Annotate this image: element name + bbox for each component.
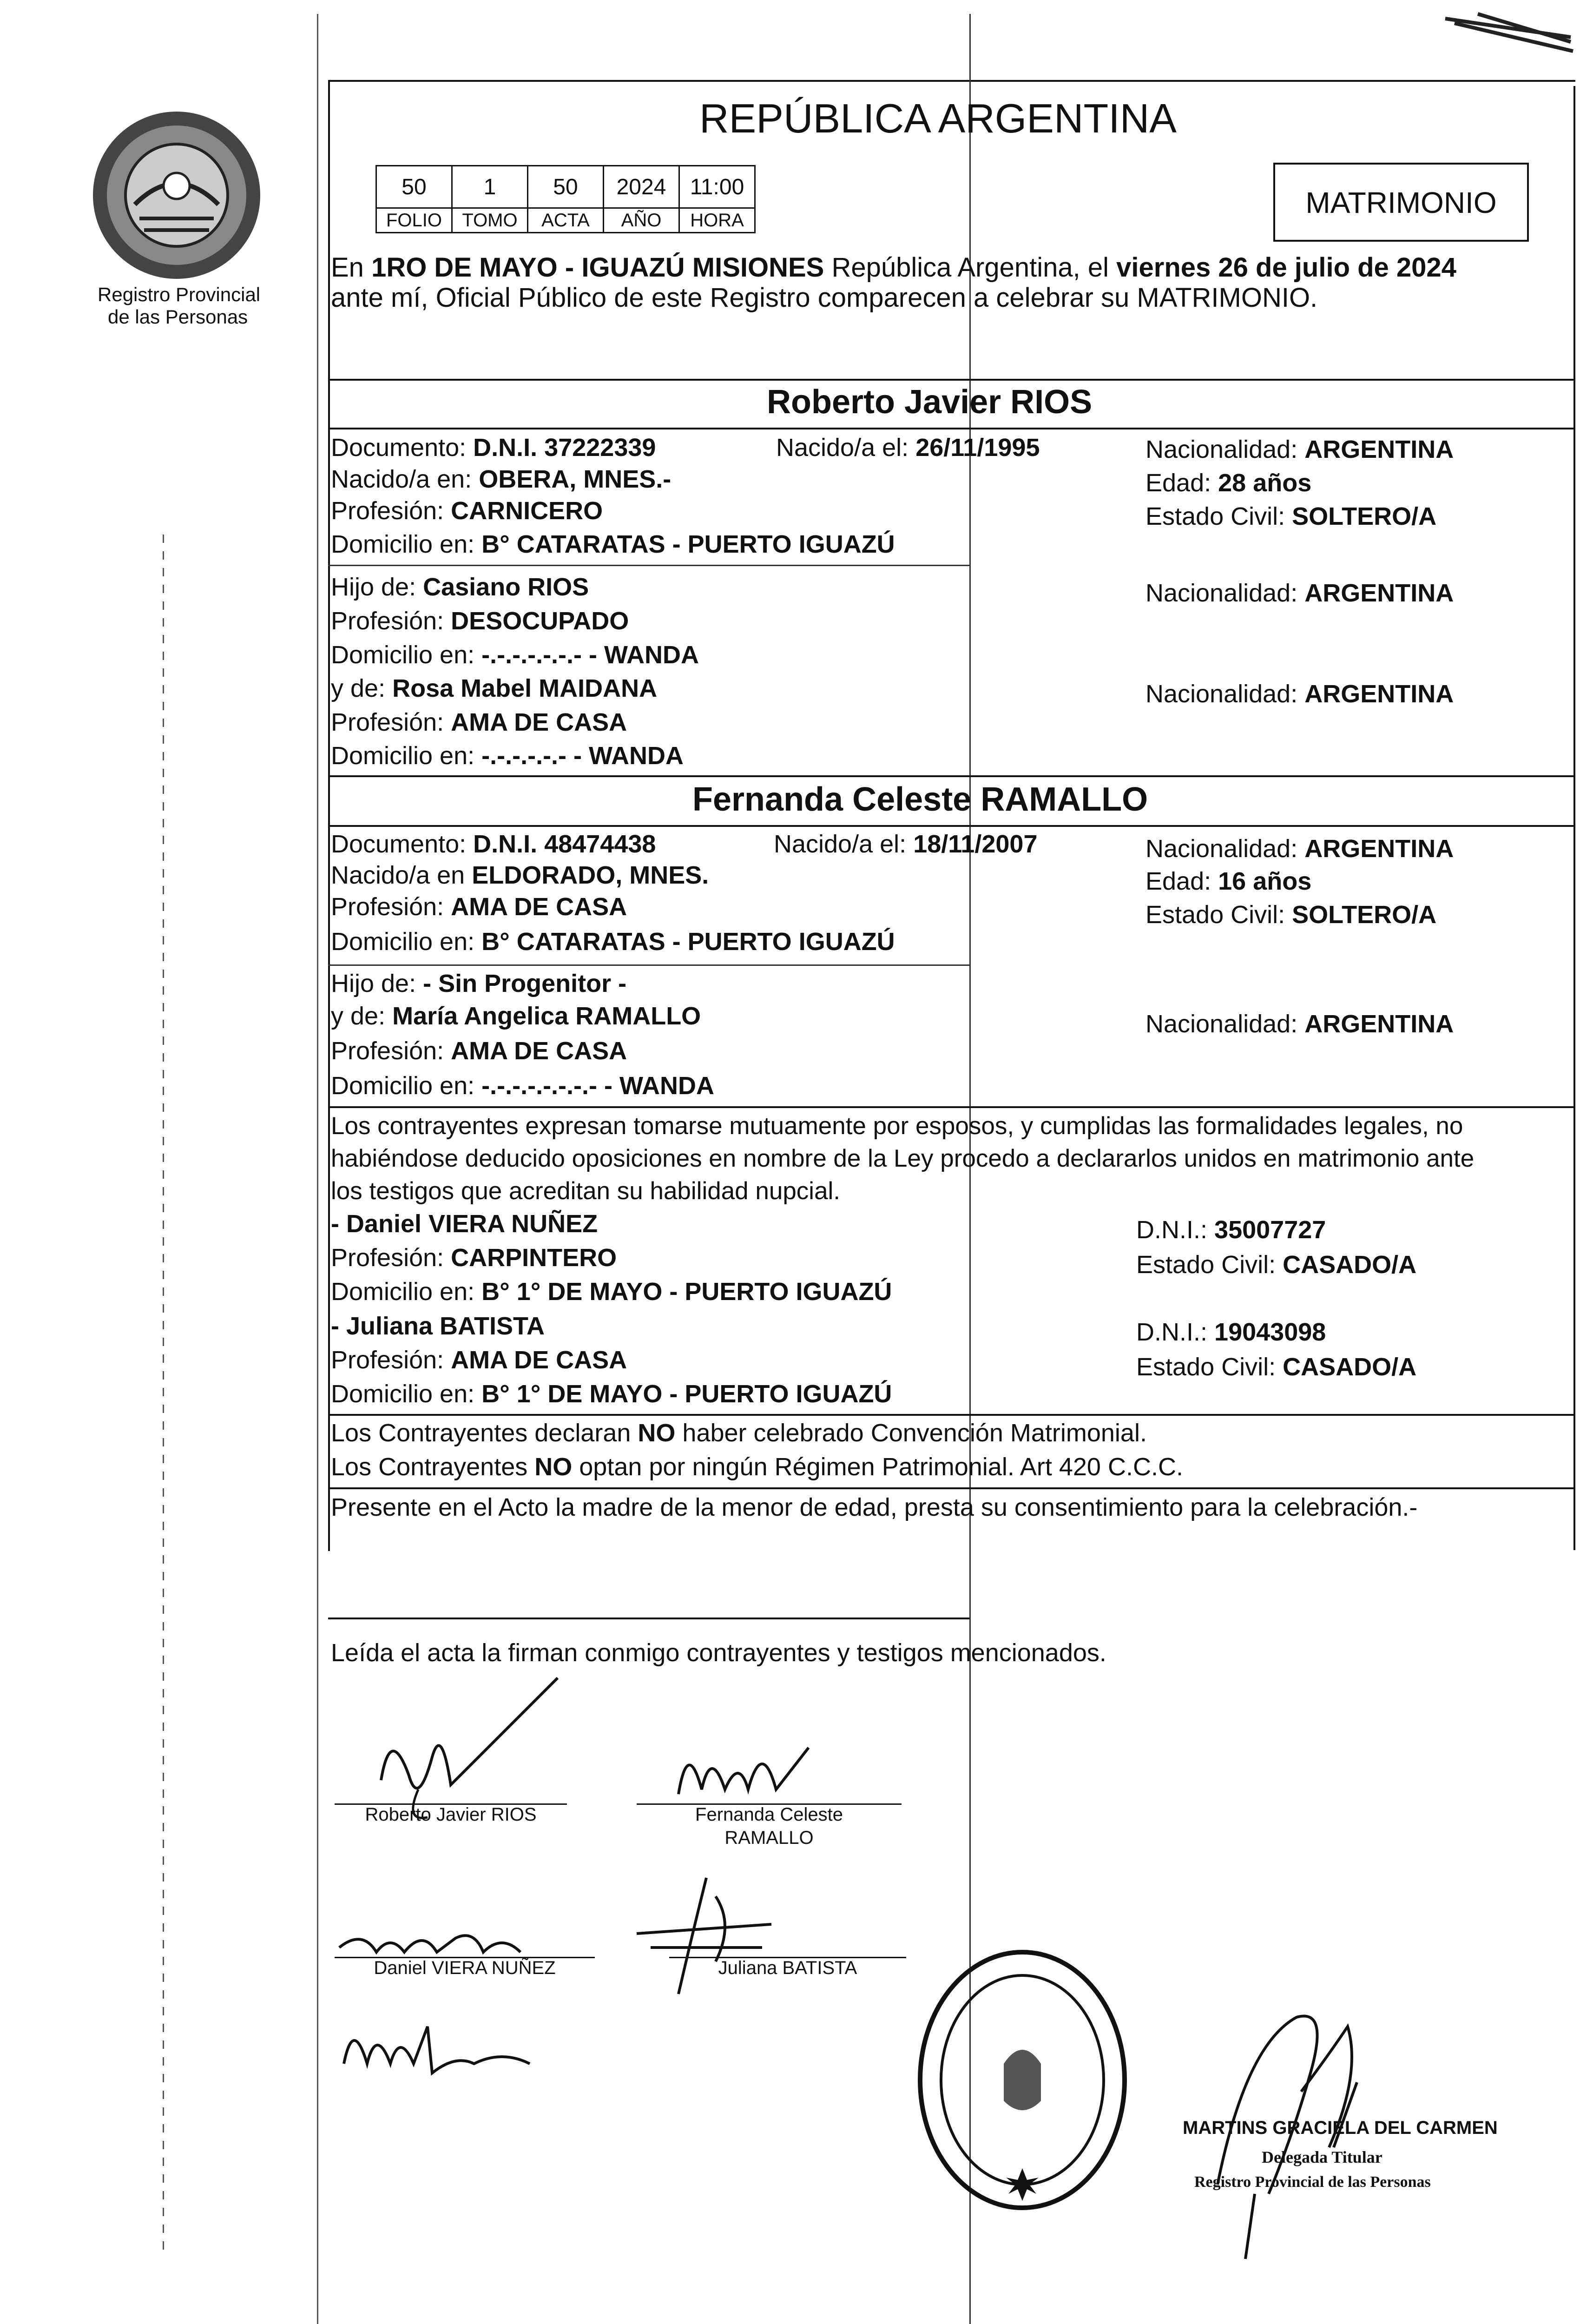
closing-text: Leída el acta la firman conmigo contrayentes y testigos mencionados. xyxy=(331,1639,1106,1667)
declaration-line1: Los contrayentes expresan tomarse mutuamente por esposos, y cumplidas las formalidades legales, no xyxy=(331,1112,1463,1140)
signature-label-spouse1: Roberto Javier RIOS xyxy=(365,1804,537,1825)
signature-spouse2 xyxy=(669,1720,827,1813)
registry-table xyxy=(375,165,756,233)
spouse2-madre: y de: María Angelica RAMALLO xyxy=(331,1002,701,1030)
margin-dash xyxy=(163,535,164,2254)
intro-middle: República Argentina, el xyxy=(824,252,1117,283)
ano-value: 2024 xyxy=(604,166,679,208)
spouse1-documento: Documento: D.N.I. 37222339 xyxy=(331,434,656,462)
corner-scan-mark xyxy=(1441,9,1575,60)
signature-label-spouse2-line2: RAMALLO xyxy=(724,1828,814,1848)
witness1-estado-civil: Estado Civil: CASADO/A xyxy=(1136,1251,1417,1279)
official-org: Registro Provincial de las Personas xyxy=(1194,2173,1431,2191)
spouse2-nacionalidad: Nacionalidad: ARGENTINA xyxy=(1146,835,1454,863)
spouse2-nacido-en: Nacido/a en ELDORADO, MNES. xyxy=(331,861,709,889)
country-title: REPÚBLICA ARGENTINA xyxy=(699,95,1177,141)
spouse2-padre: Hijo de: - Sin Progenitor - xyxy=(331,970,627,997)
hora-label: HORA xyxy=(679,208,755,233)
divider-spouse1-top xyxy=(328,379,1575,381)
divider-convention-top xyxy=(328,1414,1575,1416)
convention-line1: Los Contrayentes declaran NO haber celebrado Convención Matrimonial. xyxy=(331,1419,1147,1447)
spouse2-documento: Documento: D.N.I. 48474438 xyxy=(331,830,656,858)
spouse1-edad: Edad: 28 años xyxy=(1146,469,1312,497)
spouse1-madre: y de: Rosa Mabel MAIDANA xyxy=(331,674,658,702)
spouse1-nacionalidad: Nacionalidad: ARGENTINA xyxy=(1146,436,1454,463)
declaration-line2: habiéndose deducido oposiciones en nombre de la Ley procedo a declararlos unidos en matrimonio ante xyxy=(331,1145,1475,1172)
tomo-value: 1 xyxy=(452,166,528,208)
spouse2-estado-civil: Estado Civil: SOLTERO/A xyxy=(1146,901,1437,929)
spouse1-madre-nacionalidad: Nacionalidad: ARGENTINA xyxy=(1146,680,1454,708)
spouse2-nacido-el: Nacido/a el: 18/11/2007 xyxy=(774,830,1038,858)
spouse2-domicilio: Domicilio en: B° CATARATAS - PUERTO IGUAZÚ xyxy=(331,928,895,956)
spouse2-name: Fernanda Celeste RAMALLO xyxy=(692,781,1148,818)
hora-value: 11:00 xyxy=(679,166,755,208)
registry-name-line1: Registro Provincial xyxy=(98,284,261,305)
intro-line2: ante mí, Oficial Público de este Registro comparecen a celebrar su MATRIMONIO. xyxy=(331,283,1318,313)
divider-spouse2-parents xyxy=(328,964,969,966)
signature-label-witness1: Daniel VIERA NUÑEZ xyxy=(374,1958,556,1978)
signature-extra xyxy=(335,1999,548,2092)
spouse1-padre: Hijo de: Casiano RIOS xyxy=(331,573,589,601)
witness1-domicilio: Domicilio en: B° 1° DE MAYO - PUERTO IGUAZÚ xyxy=(331,1278,892,1306)
witness1-profesion: Profesión: CARPINTERO xyxy=(331,1244,617,1272)
official-role: Delegada Titular xyxy=(1262,2148,1382,2166)
divider-spouse1-name xyxy=(328,428,1575,429)
spouse2-madre-nacionalidad: Nacionalidad: ARGENTINA xyxy=(1146,1010,1454,1038)
act-type: MATRIMONIO xyxy=(1305,186,1497,219)
spouse1-nacido-en: Nacido/a en: OBERA, MNES.- xyxy=(331,465,672,493)
declaration-line3: los testigos que acreditan su habilidad nupcial. xyxy=(331,1177,841,1205)
signature-label-witness2: Juliana BATISTA xyxy=(718,1958,857,1978)
spouse1-madre-domicilio: Domicilio en: -.-.-.-.-.- - WANDA xyxy=(331,742,684,770)
spouse2-edad: Edad: 16 años xyxy=(1146,867,1312,895)
divider-spouse2-top xyxy=(328,775,1575,777)
observation-text: Presente en el Acto la madre de la menor de edad, presta su consentimiento para la celebración.- xyxy=(331,1493,1418,1521)
frame-top xyxy=(328,80,1575,82)
witness2-estado-civil: Estado Civil: CASADO/A xyxy=(1136,1353,1417,1381)
spouse2-madre-domicilio: Domicilio en: -.-.-.-.-.-.-.- - WANDA xyxy=(331,1072,714,1100)
spouse1-domicilio: Domicilio en: B° CATARATAS - PUERTO IGUAZÚ xyxy=(331,530,895,558)
divider-closing-top xyxy=(328,1618,969,1619)
witness2-profesion: Profesión: AMA DE CASA xyxy=(331,1346,627,1374)
witness2-domicilio: Domicilio en: B° 1° DE MAYO - PUERTO IGUAZÚ xyxy=(331,1380,892,1408)
ano-label: AÑO xyxy=(604,208,679,233)
intro-place: 1RO DE MAYO - IGUAZÚ MISIONES xyxy=(371,252,824,283)
folio-value: 50 xyxy=(376,166,452,208)
official-seal xyxy=(911,1943,1134,2217)
spouse1-nacido-el: Nacido/a el: 26/11/1995 xyxy=(776,434,1040,462)
convention-line2: Los Contrayentes NO optan por ningún Régimen Patrimonial. Art 420 C.C.C. xyxy=(331,1453,1183,1481)
spouse1-estado-civil: Estado Civil: SOLTERO/A xyxy=(1146,502,1437,530)
frame-right xyxy=(1573,86,1575,1550)
intro-prefix: En xyxy=(331,252,372,283)
signature-label-spouse2-line1: Fernanda Celeste xyxy=(695,1804,843,1825)
witness2-name: - Juliana BATISTA xyxy=(331,1312,545,1340)
witness1-dni: D.N.I.: 35007727 xyxy=(1136,1216,1326,1244)
intro-line1 xyxy=(331,253,1456,282)
spouse1-name: Roberto Javier RIOS xyxy=(767,383,1093,421)
acta-label: ACTA xyxy=(528,208,604,233)
divider-spouse1-parents xyxy=(328,565,969,566)
divider-spouse2-name xyxy=(328,825,1575,827)
spouse2-profesion: Profesión: AMA DE CASA xyxy=(331,893,627,921)
official-name: MARTINS GRACIELA DEL CARMEN xyxy=(1183,2118,1498,2138)
provincial-crest-logo xyxy=(88,107,265,284)
spouse1-padre-nacionalidad: Nacionalidad: ARGENTINA xyxy=(1146,579,1454,607)
folio-label: FOLIO xyxy=(376,208,452,233)
spouse2-madre-profesion: Profesión: AMA DE CASA xyxy=(331,1037,627,1065)
witness2-dni: D.N.I.: 19043098 xyxy=(1136,1318,1326,1346)
signature-witness2 xyxy=(623,1868,785,1999)
left-margin-line xyxy=(317,14,318,2324)
spouse1-padre-domicilio: Domicilio en: -.-.-.-.-.-.- - WANDA xyxy=(331,641,699,669)
witness1-name: - Daniel VIERA NUÑEZ xyxy=(331,1210,598,1238)
spouse1-profesion: Profesión: CARNICERO xyxy=(331,497,603,525)
registry-name-line2: de las Personas xyxy=(108,306,248,328)
acta-value: 50 xyxy=(528,166,604,208)
spouse1-madre-profesion: Profesión: AMA DE CASA xyxy=(331,708,627,736)
spouse1-padre-profesion: Profesión: DESOCUPADO xyxy=(331,607,629,635)
tomo-label: TOMO xyxy=(452,208,528,233)
divider-observation-top xyxy=(328,1487,1575,1489)
intro-date: viernes 26 de julio de 2024 xyxy=(1116,252,1456,283)
divider-declaration-top xyxy=(328,1106,1575,1108)
frame-left xyxy=(328,80,330,1551)
